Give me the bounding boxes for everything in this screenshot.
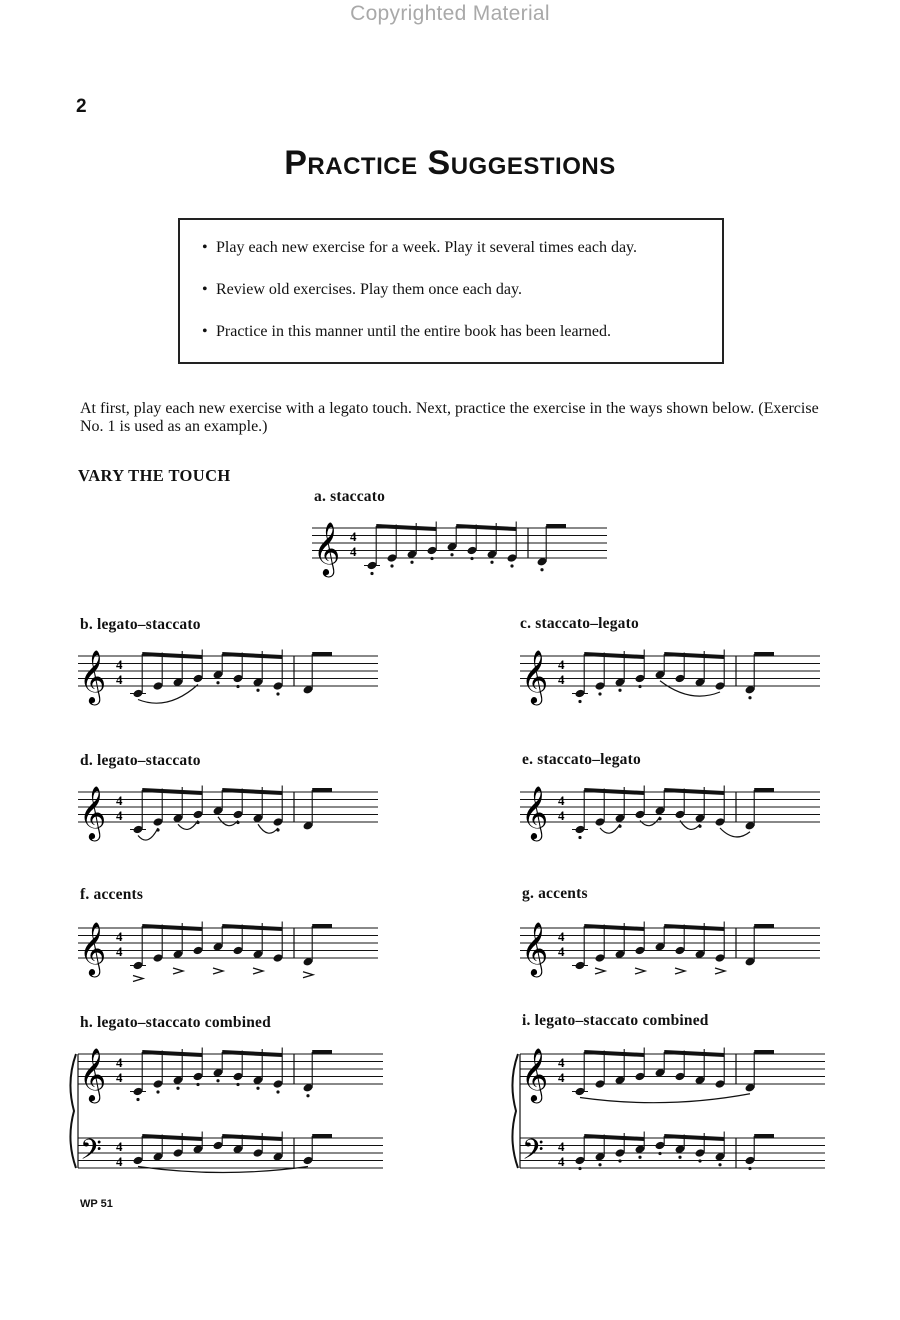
treble-clef-icon: 𝄞 [79, 921, 107, 975]
example-label-g: g. accents [522, 885, 588, 902]
slur [580, 1094, 750, 1103]
grand-staff-h [72, 1038, 387, 1188]
time-signature-bottom: 4 [558, 943, 565, 959]
staccato-dot [276, 692, 279, 695]
accent-mark [133, 976, 143, 982]
slur [138, 1167, 308, 1173]
staccato-dot [470, 557, 473, 560]
time-signature-top: 4 [558, 1138, 565, 1154]
slur [600, 824, 620, 833]
staccato-dot [430, 557, 433, 560]
accent-mark [213, 968, 223, 974]
time-signature-top: 4 [558, 656, 565, 672]
tip-item [202, 322, 722, 342]
staccato-dot [256, 1087, 259, 1090]
example-label-d: d. legato–staccato [80, 752, 201, 769]
staccato-dot [578, 700, 581, 703]
music-staff-g [520, 912, 820, 1002]
slur [720, 828, 750, 837]
staccato-dot [638, 1156, 641, 1159]
treble-clef-icon: 𝄞 [521, 649, 549, 703]
time-signature-top: 4 [558, 792, 565, 808]
treble-clef-icon: 𝄞 [521, 1047, 549, 1101]
staccato-dot [678, 1156, 681, 1159]
time-signature-top: 4 [558, 928, 565, 944]
time-signature-bottom: 4 [116, 1153, 123, 1169]
staccato-dot [578, 836, 581, 839]
staccato-dot [196, 1083, 199, 1086]
slur [258, 824, 278, 833]
staccato-dot [578, 1167, 581, 1170]
example-label-b: b. legato–staccato [80, 616, 201, 633]
time-signature-top: 4 [350, 528, 357, 544]
note-beam [584, 1136, 644, 1139]
grand-staff-i [514, 1038, 829, 1188]
brace-icon [70, 1054, 76, 1168]
treble-clef-icon: 𝄞 [79, 1047, 107, 1101]
accent-mark [303, 972, 313, 978]
time-signature-top: 4 [116, 1054, 123, 1070]
example-label-e: e. staccato–legato [522, 751, 641, 768]
note-beam [664, 1136, 724, 1139]
music-staff-c [520, 640, 820, 730]
slur [218, 817, 238, 826]
page-number: 2 [76, 96, 87, 117]
page-title: Practice Suggestions [284, 144, 616, 182]
staccato-dot [598, 692, 601, 695]
staccato-dot [236, 685, 239, 688]
accent-mark [595, 968, 605, 974]
staccato-dot [370, 572, 373, 575]
accent-mark [635, 968, 645, 974]
time-signature-top: 4 [558, 1054, 565, 1070]
note-beam [142, 1136, 202, 1139]
time-signature-bottom: 4 [116, 1069, 123, 1085]
staccato-dot [136, 1098, 139, 1101]
music-staff-f [78, 912, 378, 1002]
music-staff-b [78, 640, 378, 730]
treble-clef-icon: 𝄞 [79, 649, 107, 703]
staccato-dot [658, 1152, 661, 1155]
example-label-i: i. legato–staccato combined [522, 1012, 709, 1029]
accent-mark [173, 968, 183, 974]
staccato-dot [216, 1079, 219, 1082]
staccato-dot [540, 568, 543, 571]
time-signature-top: 4 [116, 928, 123, 944]
staccato-dot [390, 564, 393, 567]
slur [640, 817, 660, 826]
staccato-dot [748, 1167, 751, 1170]
staccato-dot [510, 564, 513, 567]
time-signature-bottom: 4 [558, 1069, 565, 1085]
music-staff-d [78, 776, 378, 866]
note-beam [222, 1136, 282, 1139]
example-label-c: c. staccato–legato [520, 615, 639, 632]
staccato-dot [276, 1090, 279, 1093]
staccato-dot [718, 1163, 721, 1166]
tip-item [202, 280, 722, 300]
treble-clef-icon: 𝄞 [313, 521, 341, 575]
staccato-dot [176, 1087, 179, 1090]
time-signature-bottom: 4 [558, 1153, 565, 1169]
time-signature-bottom: 4 [116, 671, 123, 687]
staccato-dot [216, 681, 219, 684]
staccato-dot [598, 1163, 601, 1166]
example-label-a: a. staccato [314, 488, 386, 505]
music-staff-e [520, 776, 820, 866]
staccato-dot [638, 685, 641, 688]
staccato-dot [306, 1094, 309, 1097]
treble-clef-icon: 𝄞 [521, 921, 549, 975]
time-signature-bottom: 4 [558, 671, 565, 687]
note-beam [584, 1052, 644, 1055]
footer-code: WP 51 [80, 1198, 113, 1210]
bass-clef-icon: 𝄢 [80, 1133, 102, 1174]
staccato-dot [410, 561, 413, 564]
tip-text: Review old exercises. Play them once each day. [216, 281, 522, 298]
section-heading: VARY THE TOUCH [78, 466, 231, 485]
accent-mark [253, 968, 263, 974]
staccato-dot [236, 1083, 239, 1086]
brace-icon [512, 1054, 518, 1168]
bullet-icon: • [202, 239, 208, 256]
note-beam [664, 1052, 724, 1055]
accent-mark [675, 968, 685, 974]
time-signature-top: 4 [116, 1138, 123, 1154]
tip-item [202, 238, 722, 258]
time-signature-bottom: 4 [116, 807, 123, 823]
bullet-icon: • [202, 281, 208, 298]
slur [138, 685, 198, 704]
copyright-watermark: Copyrighted Material [350, 2, 550, 25]
time-signature-bottom: 4 [558, 807, 565, 823]
bullet-icon: • [202, 323, 208, 340]
time-signature-bottom: 4 [350, 543, 357, 559]
music-staff-a [312, 512, 612, 602]
staccato-dot [256, 689, 259, 692]
accent-mark [715, 968, 725, 974]
staccato-dot [618, 689, 621, 692]
bass-clef-icon: 𝄢 [522, 1133, 544, 1174]
practice-tips-box [178, 218, 724, 364]
time-signature-bottom: 4 [116, 943, 123, 959]
tip-text: Play each new exercise for a week. Play it several times each day. [216, 239, 637, 256]
time-signature-top: 4 [116, 656, 123, 672]
time-signature-top: 4 [116, 792, 123, 808]
tip-text: Practice in this manner until the entire book has been learned. [216, 323, 611, 340]
staccato-dot [618, 1159, 621, 1162]
treble-clef-icon: 𝄞 [79, 785, 107, 839]
example-label-h: h. legato–staccato combined [80, 1014, 271, 1031]
slur [660, 681, 720, 696]
note-beam [222, 1052, 282, 1055]
example-label-f: f. accents [80, 886, 144, 903]
note-beam [142, 1052, 202, 1055]
staccato-dot [748, 696, 751, 699]
staccato-dot [698, 1159, 701, 1162]
staccato-dot [156, 1090, 159, 1093]
staccato-dot [450, 553, 453, 556]
treble-clef-icon: 𝄞 [521, 785, 549, 839]
intro-paragraph: At first, play each new exercise with a legato touch. Next, practice the exercise in the ways shown below. (Exercise No. 1 is used as an example.) [80, 400, 819, 435]
staccato-dot [490, 561, 493, 564]
